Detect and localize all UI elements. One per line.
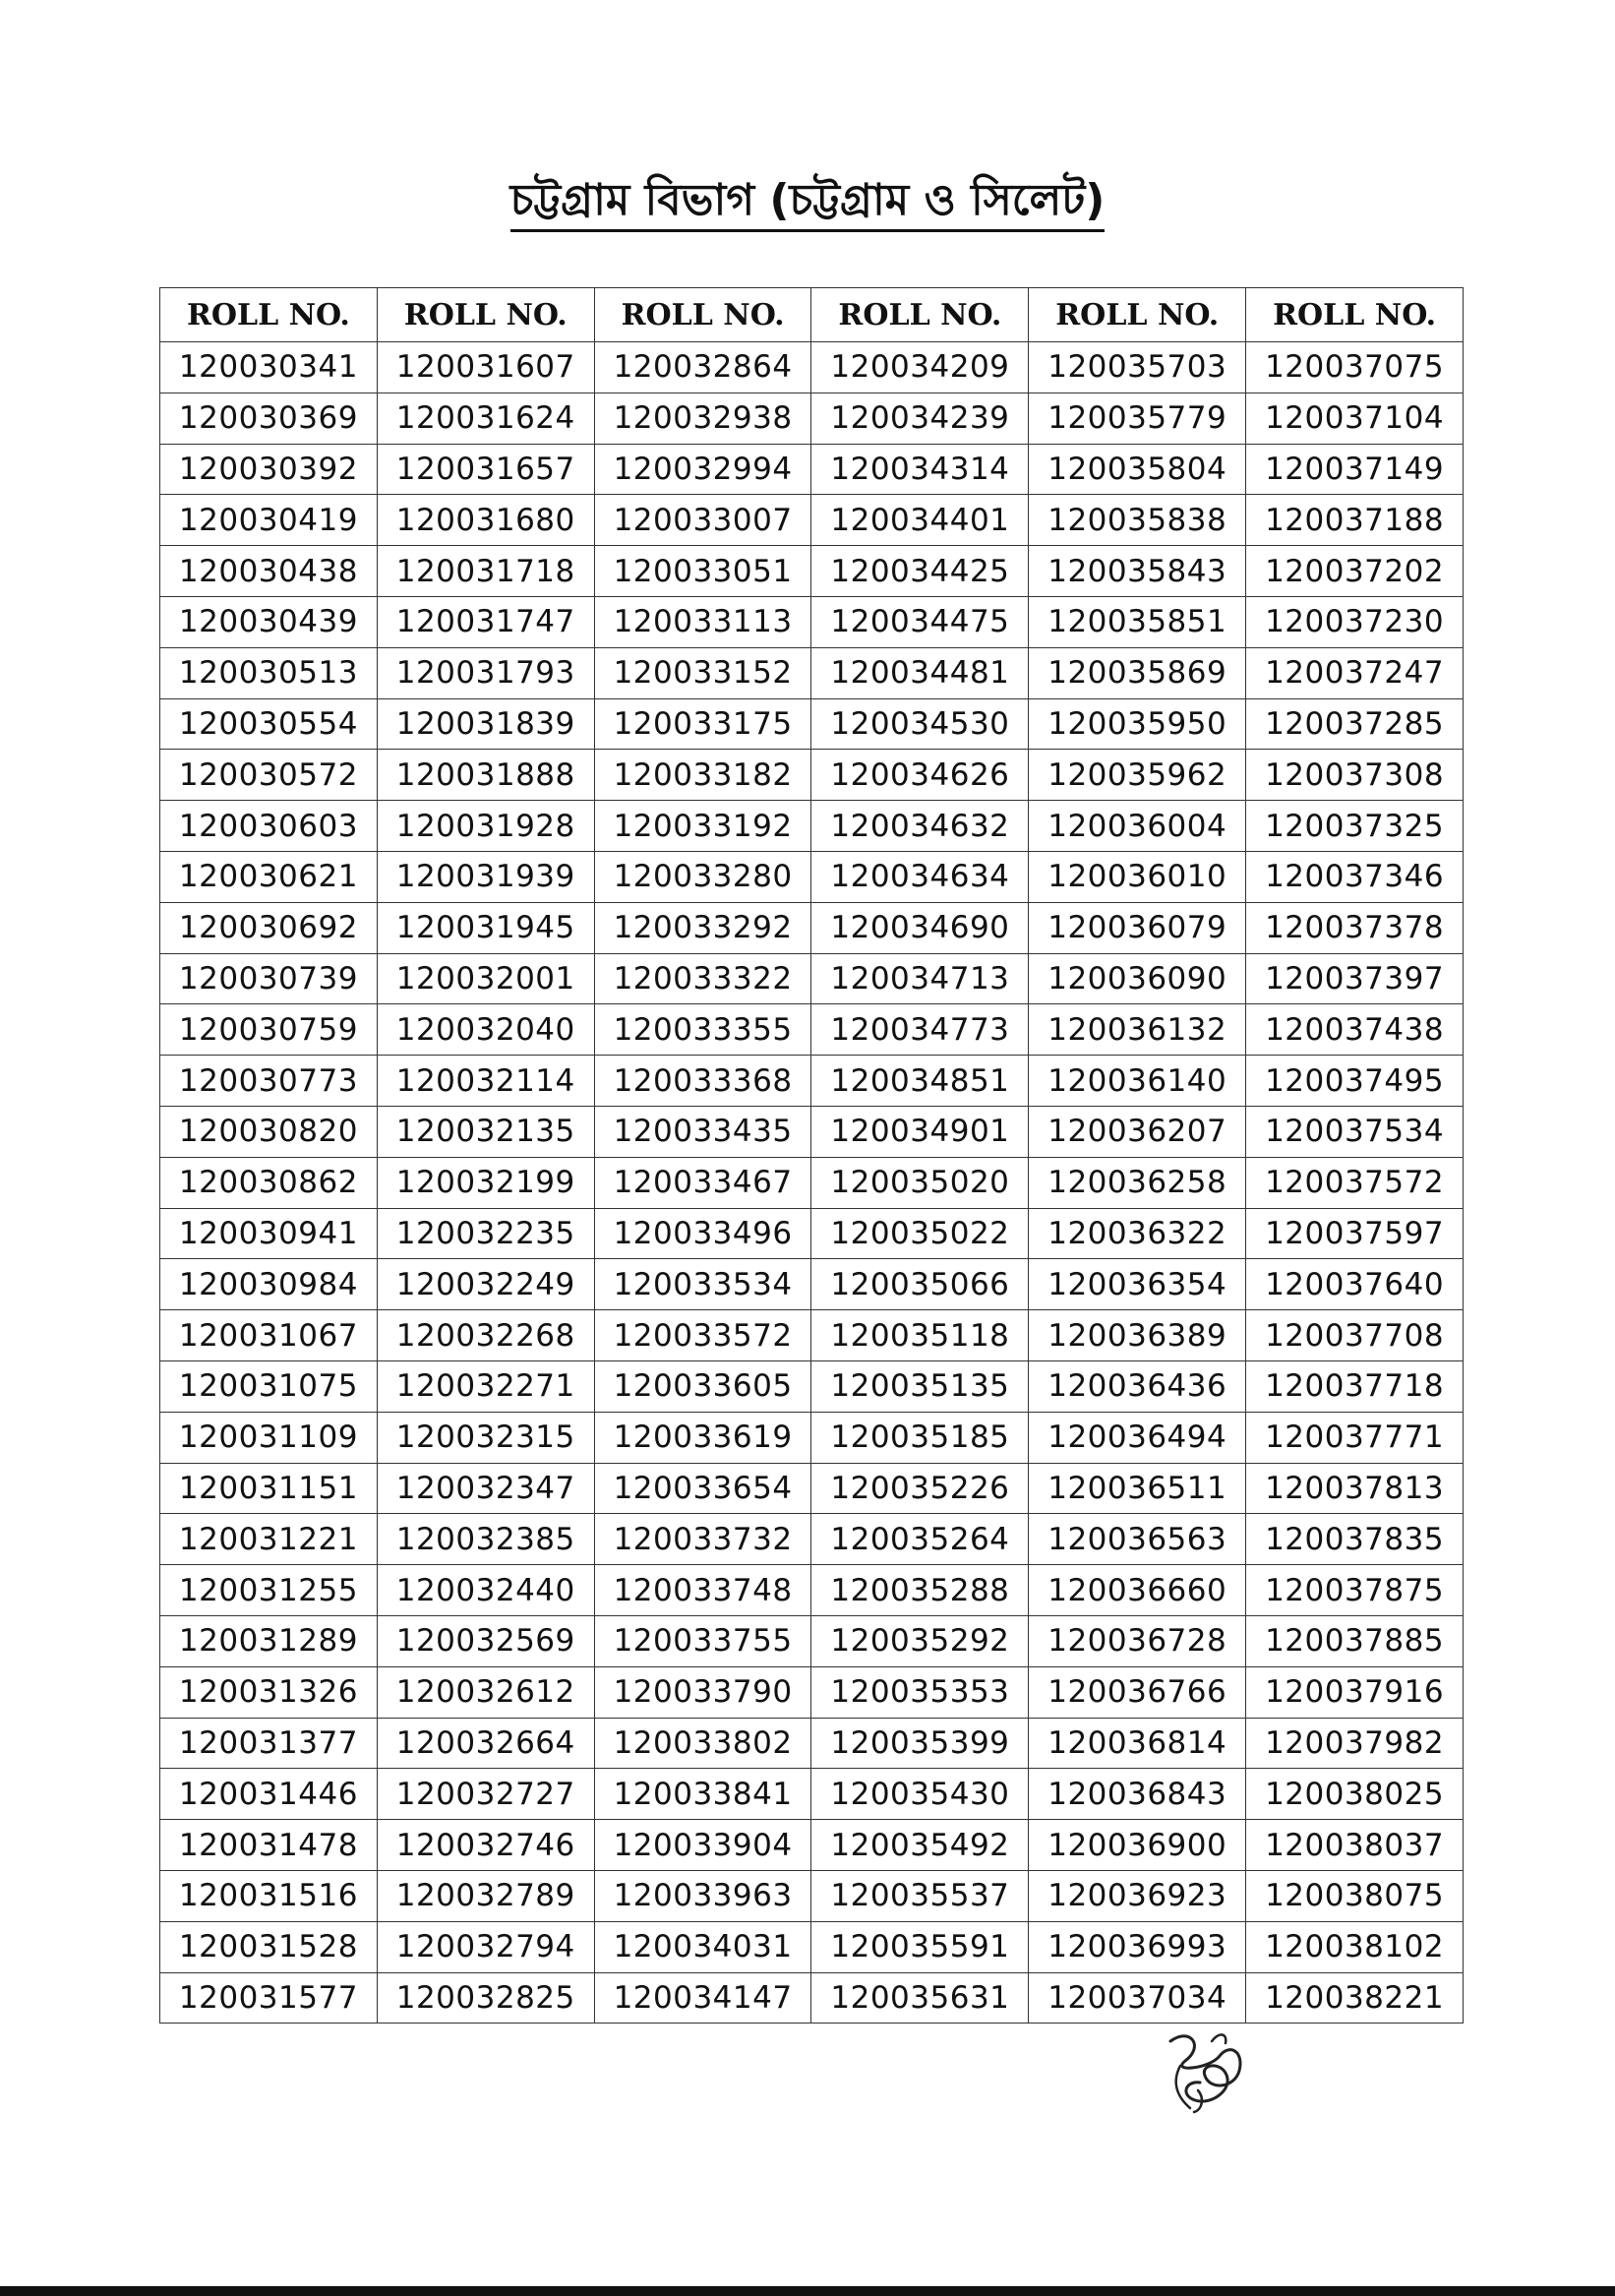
table-row <box>160 1870 1464 1921</box>
roll-number-cell: 120030759 <box>160 1004 378 1056</box>
roll-number-cell: 120030773 <box>160 1056 378 1107</box>
roll-number-cell: 120036010 <box>1029 851 1246 902</box>
roll-number-cell: 120033435 <box>594 1106 811 1157</box>
roll-number-cell: 120036389 <box>1029 1310 1246 1361</box>
roll-number-cell: 120034401 <box>811 495 1029 546</box>
roll-number-cell: 120033572 <box>594 1310 811 1361</box>
roll-number-cell: 120030820 <box>160 1106 378 1157</box>
roll-number-cell: 120031680 <box>377 495 594 546</box>
column-header: ROLL NO. <box>1029 288 1246 342</box>
roll-number-cell: 120033619 <box>594 1412 811 1463</box>
roll-number-cell: 120036766 <box>1029 1666 1246 1718</box>
roll-number-cell: 120033175 <box>594 698 811 750</box>
roll-number-cell: 120036090 <box>1029 953 1246 1004</box>
roll-number-cell: 120031928 <box>377 801 594 852</box>
roll-number-cell: 120033355 <box>594 1004 811 1056</box>
roll-number-cell: 120030621 <box>160 851 378 902</box>
roll-number-cell: 120031221 <box>160 1514 378 1565</box>
roll-number-cell: 120035851 <box>1029 596 1246 647</box>
roll-number-cell: 120031109 <box>160 1412 378 1463</box>
table-row <box>160 1718 1464 1769</box>
roll-number-cell: 120037534 <box>1246 1106 1464 1157</box>
roll-number-cell: 120034147 <box>594 1972 811 2024</box>
table-row <box>160 1157 1464 1208</box>
roll-number-cell: 120032746 <box>377 1820 594 1871</box>
roll-number-cell: 120037104 <box>1246 393 1464 444</box>
column-header: ROLL NO. <box>160 288 378 342</box>
roll-number-cell: 120030369 <box>160 393 378 444</box>
roll-number-cell: 120036354 <box>1029 1259 1246 1310</box>
roll-number-cell: 120032938 <box>594 393 811 444</box>
roll-number-cell: 120036140 <box>1029 1056 1246 1107</box>
roll-number-cell: 120032569 <box>377 1615 594 1666</box>
roll-number-cell: 120033496 <box>594 1208 811 1259</box>
roll-number-cell: 120031326 <box>160 1666 378 1718</box>
roll-number-cell: 120038102 <box>1246 1921 1464 1972</box>
roll-number-cell: 120030554 <box>160 698 378 750</box>
roll-number-cell: 120032114 <box>377 1056 594 1107</box>
table-row <box>160 1259 1464 1310</box>
roll-number-cell: 120037916 <box>1246 1666 1464 1718</box>
roll-number-cell: 120035226 <box>811 1463 1029 1514</box>
column-header: ROLL NO. <box>377 288 594 342</box>
roll-number-cell: 120034634 <box>811 851 1029 902</box>
roll-number-cell: 120032249 <box>377 1259 594 1310</box>
roll-number-cell: 120032825 <box>377 1972 594 2024</box>
roll-number-cell: 120034690 <box>811 902 1029 953</box>
table-row <box>160 1514 1464 1565</box>
roll-number-cell: 120037982 <box>1246 1718 1464 1769</box>
table-row <box>160 495 1464 546</box>
roll-number-cell: 120037397 <box>1246 953 1464 1004</box>
roll-number-cell: 120033841 <box>594 1769 811 1820</box>
roll-number-cell: 120035185 <box>811 1412 1029 1463</box>
roll-number-cell: 120030984 <box>160 1259 378 1310</box>
roll-number-cell: 120036207 <box>1029 1106 1246 1157</box>
roll-number-cell: 120035779 <box>1029 393 1246 444</box>
roll-number-cell: 120031747 <box>377 596 594 647</box>
roll-number-cell: 120031528 <box>160 1921 378 1972</box>
roll-number-cell: 120035869 <box>1029 647 1246 698</box>
roll-number-cell: 120033755 <box>594 1615 811 1666</box>
table-row <box>160 1565 1464 1616</box>
table-row <box>160 1106 1464 1157</box>
roll-number-cell: 120030862 <box>160 1157 378 1208</box>
roll-number-cell: 120035843 <box>1029 546 1246 597</box>
roll-number-cell: 120036814 <box>1029 1718 1246 1769</box>
roll-number-cell: 120031289 <box>160 1615 378 1666</box>
roll-number-cell: 120034713 <box>811 953 1029 1004</box>
roll-number-cell: 120037346 <box>1246 851 1464 902</box>
roll-number-cell: 120033802 <box>594 1718 811 1769</box>
roll-number-cell: 120035804 <box>1029 444 1246 495</box>
roll-number-cell: 120034031 <box>594 1921 811 1972</box>
roll-number-cell: 120033605 <box>594 1360 811 1412</box>
roll-number-cell: 120031067 <box>160 1310 378 1361</box>
roll-number-cell: 120037640 <box>1246 1259 1464 1310</box>
roll-number-cell: 120037597 <box>1246 1208 1464 1259</box>
roll-number-cell: 120037034 <box>1029 1972 1246 2024</box>
roll-number-cell: 120035066 <box>811 1259 1029 1310</box>
roll-number-cell: 120032385 <box>377 1514 594 1565</box>
roll-number-cell: 120036258 <box>1029 1157 1246 1208</box>
roll-number-cell: 120031888 <box>377 750 594 801</box>
roll-number-cell: 120030603 <box>160 801 378 852</box>
roll-number-cell: 120036004 <box>1029 801 1246 852</box>
roll-number-cell: 120032440 <box>377 1565 594 1616</box>
roll-number-cell: 120035353 <box>811 1666 1029 1718</box>
roll-number-cell: 120032040 <box>377 1004 594 1056</box>
roll-number-cell: 120035288 <box>811 1565 1029 1616</box>
roll-number-cell: 120036900 <box>1029 1820 1246 1871</box>
roll-number-cell: 120034209 <box>811 342 1029 393</box>
roll-number-cell: 120031377 <box>160 1718 378 1769</box>
table-row <box>160 902 1464 953</box>
table-row <box>160 1056 1464 1107</box>
table-row <box>160 1463 1464 1514</box>
roll-number-cell: 120031624 <box>377 393 594 444</box>
roll-number-cell: 120032001 <box>377 953 594 1004</box>
table-row <box>160 953 1464 1004</box>
roll-number-cell: 120033748 <box>594 1565 811 1616</box>
roll-number-cell: 120036660 <box>1029 1565 1246 1616</box>
roll-number-cell: 120035022 <box>811 1208 1029 1259</box>
roll-number-cell: 120035703 <box>1029 342 1246 393</box>
roll-number-cell: 120033963 <box>594 1870 811 1921</box>
roll-number-cell: 120034475 <box>811 596 1029 647</box>
roll-number-cell: 120030392 <box>160 444 378 495</box>
table-row <box>160 1921 1464 1972</box>
roll-number-cell: 120032727 <box>377 1769 594 1820</box>
roll-number-cell: 120037718 <box>1246 1360 1464 1412</box>
roll-number-cell: 120036436 <box>1029 1360 1246 1412</box>
table-row <box>160 444 1464 495</box>
roll-number-cell: 120034901 <box>811 1106 1029 1157</box>
roll-number-cell: 120035591 <box>811 1921 1029 1972</box>
roll-number-cell: 120031516 <box>160 1870 378 1921</box>
roll-number-cell: 120031793 <box>377 647 594 698</box>
roll-number-cell: 120036728 <box>1029 1615 1246 1666</box>
roll-number-cell: 120031945 <box>377 902 594 953</box>
roll-number-cell: 120033007 <box>594 495 811 546</box>
roll-number-cell: 120037771 <box>1246 1412 1464 1463</box>
roll-number-cell: 120033113 <box>594 596 811 647</box>
roll-number-cell: 120035631 <box>811 1972 1029 2024</box>
roll-number-cell: 120037188 <box>1246 495 1464 546</box>
table-row <box>160 1820 1464 1871</box>
roll-number-cell: 120035950 <box>1029 698 1246 750</box>
roll-number-cell: 120037835 <box>1246 1514 1464 1565</box>
roll-number-cell: 120032268 <box>377 1310 594 1361</box>
roll-number-cell: 120032612 <box>377 1666 594 1718</box>
table-header-row <box>160 288 1464 342</box>
roll-number-cell: 120037285 <box>1246 698 1464 750</box>
roll-number-cell: 120032664 <box>377 1718 594 1769</box>
roll-number-cell: 120032347 <box>377 1463 594 1514</box>
roll-number-cell: 120036132 <box>1029 1004 1246 1056</box>
roll-number-cell: 120035399 <box>811 1718 1029 1769</box>
roll-number-cell: 120031075 <box>160 1360 378 1412</box>
table-row <box>160 393 1464 444</box>
roll-number-cell: 120033051 <box>594 546 811 597</box>
roll-number-table <box>159 287 1464 2024</box>
roll-number-cell: 120036563 <box>1029 1514 1246 1565</box>
roll-number-cell: 120033192 <box>594 801 811 852</box>
roll-number-cell: 120036843 <box>1029 1769 1246 1820</box>
roll-number-cell: 120032864 <box>594 342 811 393</box>
roll-number-cell: 120033904 <box>594 1820 811 1871</box>
roll-number-cell: 120037875 <box>1246 1565 1464 1616</box>
roll-number-cell: 120033322 <box>594 953 811 1004</box>
table-row <box>160 1004 1464 1056</box>
roll-number-cell: 120030692 <box>160 902 378 953</box>
roll-number-cell: 120031839 <box>377 698 594 750</box>
roll-number-cell: 120034851 <box>811 1056 1029 1107</box>
roll-number-cell: 120031446 <box>160 1769 378 1820</box>
roll-number-cell: 120033152 <box>594 647 811 698</box>
table-row <box>160 647 1464 698</box>
table-body <box>160 342 1464 2024</box>
roll-number-cell: 120035118 <box>811 1310 1029 1361</box>
roll-number-cell: 120037885 <box>1246 1615 1464 1666</box>
roll-number-cell: 120030941 <box>160 1208 378 1259</box>
roll-number-cell: 120032794 <box>377 1921 594 1972</box>
table-row <box>160 1769 1464 1820</box>
roll-number-cell: 120032135 <box>377 1106 594 1157</box>
roll-number-cell: 120037813 <box>1246 1463 1464 1514</box>
roll-number-cell: 120030341 <box>160 342 378 393</box>
table-row <box>160 1615 1464 1666</box>
column-header: ROLL NO. <box>811 288 1029 342</box>
roll-number-cell: 120036993 <box>1029 1921 1246 1972</box>
roll-number-cell: 120034632 <box>811 801 1029 852</box>
roll-number-cell: 120038037 <box>1246 1820 1464 1871</box>
roll-number-cell: 120037247 <box>1246 647 1464 698</box>
table-row <box>160 698 1464 750</box>
roll-number-cell: 120034773 <box>811 1004 1029 1056</box>
roll-number-cell: 120037075 <box>1246 342 1464 393</box>
roll-number-cell: 120037572 <box>1246 1157 1464 1208</box>
roll-number-cell: 120037308 <box>1246 750 1464 801</box>
roll-number-cell: 120036511 <box>1029 1463 1246 1514</box>
roll-number-cell: 120032235 <box>377 1208 594 1259</box>
table-row <box>160 750 1464 801</box>
roll-number-cell: 120033292 <box>594 902 811 953</box>
roll-number-cell: 120032315 <box>377 1412 594 1463</box>
table-row <box>160 596 1464 647</box>
column-header: ROLL NO. <box>594 288 811 342</box>
roll-number-cell: 120037325 <box>1246 801 1464 852</box>
roll-number-cell: 120035135 <box>811 1360 1029 1412</box>
roll-number-cell: 120035838 <box>1029 495 1246 546</box>
table-row <box>160 1360 1464 1412</box>
roll-number-cell: 120032199 <box>377 1157 594 1208</box>
column-header: ROLL NO. <box>1246 288 1464 342</box>
table-row <box>160 1666 1464 1718</box>
roll-number-cell: 120030439 <box>160 596 378 647</box>
page-title-text: চট্টগ্রাম বিভাগ (চট্টগ্রাম ও সিলেট) <box>510 175 1106 232</box>
roll-number-cell: 120033732 <box>594 1514 811 1565</box>
roll-number-cell: 120031478 <box>160 1820 378 1871</box>
roll-number-cell: 120035292 <box>811 1615 1029 1666</box>
table-row <box>160 1208 1464 1259</box>
roll-number-cell: 120037438 <box>1246 1004 1464 1056</box>
roll-number-cell: 120034626 <box>811 750 1029 801</box>
roll-number-cell: 120038025 <box>1246 1769 1464 1820</box>
roll-number-cell: 120037378 <box>1246 902 1464 953</box>
roll-number-cell: 120037230 <box>1246 596 1464 647</box>
roll-number-cell: 120038221 <box>1246 1972 1464 2024</box>
roll-number-cell: 120038075 <box>1246 1870 1464 1921</box>
roll-number-cell: 120032994 <box>594 444 811 495</box>
roll-number-cell: 120033182 <box>594 750 811 801</box>
roll-number-cell: 120036923 <box>1029 1870 1246 1921</box>
roll-number-cell: 120035492 <box>811 1820 1029 1871</box>
table-row <box>160 546 1464 597</box>
roll-number-cell: 120035020 <box>811 1157 1029 1208</box>
roll-number-cell: 120031939 <box>377 851 594 902</box>
page-title <box>0 167 1615 239</box>
roll-number-cell: 120031607 <box>377 342 594 393</box>
roll-number-cell: 120037495 <box>1246 1056 1464 1107</box>
roll-number-cell: 120033654 <box>594 1463 811 1514</box>
roll-number-cell: 120033467 <box>594 1157 811 1208</box>
roll-number-cell: 120034481 <box>811 647 1029 698</box>
roll-number-cell: 120034314 <box>811 444 1029 495</box>
scan-edge-bar <box>0 2286 1615 2296</box>
table-row <box>160 1972 1464 2024</box>
roll-number-cell: 120037708 <box>1246 1310 1464 1361</box>
roll-number-cell: 120032789 <box>377 1870 594 1921</box>
signature-icon <box>1151 2022 1259 2115</box>
roll-number-cell: 120031718 <box>377 546 594 597</box>
roll-number-cell: 120036322 <box>1029 1208 1246 1259</box>
roll-number-cell: 120030513 <box>160 647 378 698</box>
roll-number-cell: 120037202 <box>1246 546 1464 597</box>
roll-number-cell: 120030739 <box>160 953 378 1004</box>
roll-number-cell: 120033790 <box>594 1666 811 1718</box>
roll-number-cell: 120034530 <box>811 698 1029 750</box>
table-row <box>160 851 1464 902</box>
roll-number-cell: 120033280 <box>594 851 811 902</box>
table-row <box>160 1412 1464 1463</box>
roll-number-cell: 120031255 <box>160 1565 378 1616</box>
roll-number-cell: 120030419 <box>160 495 378 546</box>
roll-number-cell: 120031657 <box>377 444 594 495</box>
table-row <box>160 1310 1464 1361</box>
roll-number-cell: 120033368 <box>594 1056 811 1107</box>
roll-number-cell: 120033534 <box>594 1259 811 1310</box>
roll-number-cell: 120035537 <box>811 1870 1029 1921</box>
roll-number-cell: 120034425 <box>811 546 1029 597</box>
roll-number-cell: 120030438 <box>160 546 378 597</box>
roll-number-cell: 120036079 <box>1029 902 1246 953</box>
roll-number-cell: 120032271 <box>377 1360 594 1412</box>
table-row <box>160 342 1464 393</box>
roll-number-cell: 120031577 <box>160 1972 378 2024</box>
roll-number-cell: 120034239 <box>811 393 1029 444</box>
roll-number-cell: 120035430 <box>811 1769 1029 1820</box>
table-row <box>160 801 1464 852</box>
roll-number-cell: 120035962 <box>1029 750 1246 801</box>
roll-number-cell: 120037149 <box>1246 444 1464 495</box>
roll-number-cell: 120035264 <box>811 1514 1029 1565</box>
roll-number-cell: 120030572 <box>160 750 378 801</box>
roll-number-cell: 120031151 <box>160 1463 378 1514</box>
roll-number-cell: 120036494 <box>1029 1412 1246 1463</box>
